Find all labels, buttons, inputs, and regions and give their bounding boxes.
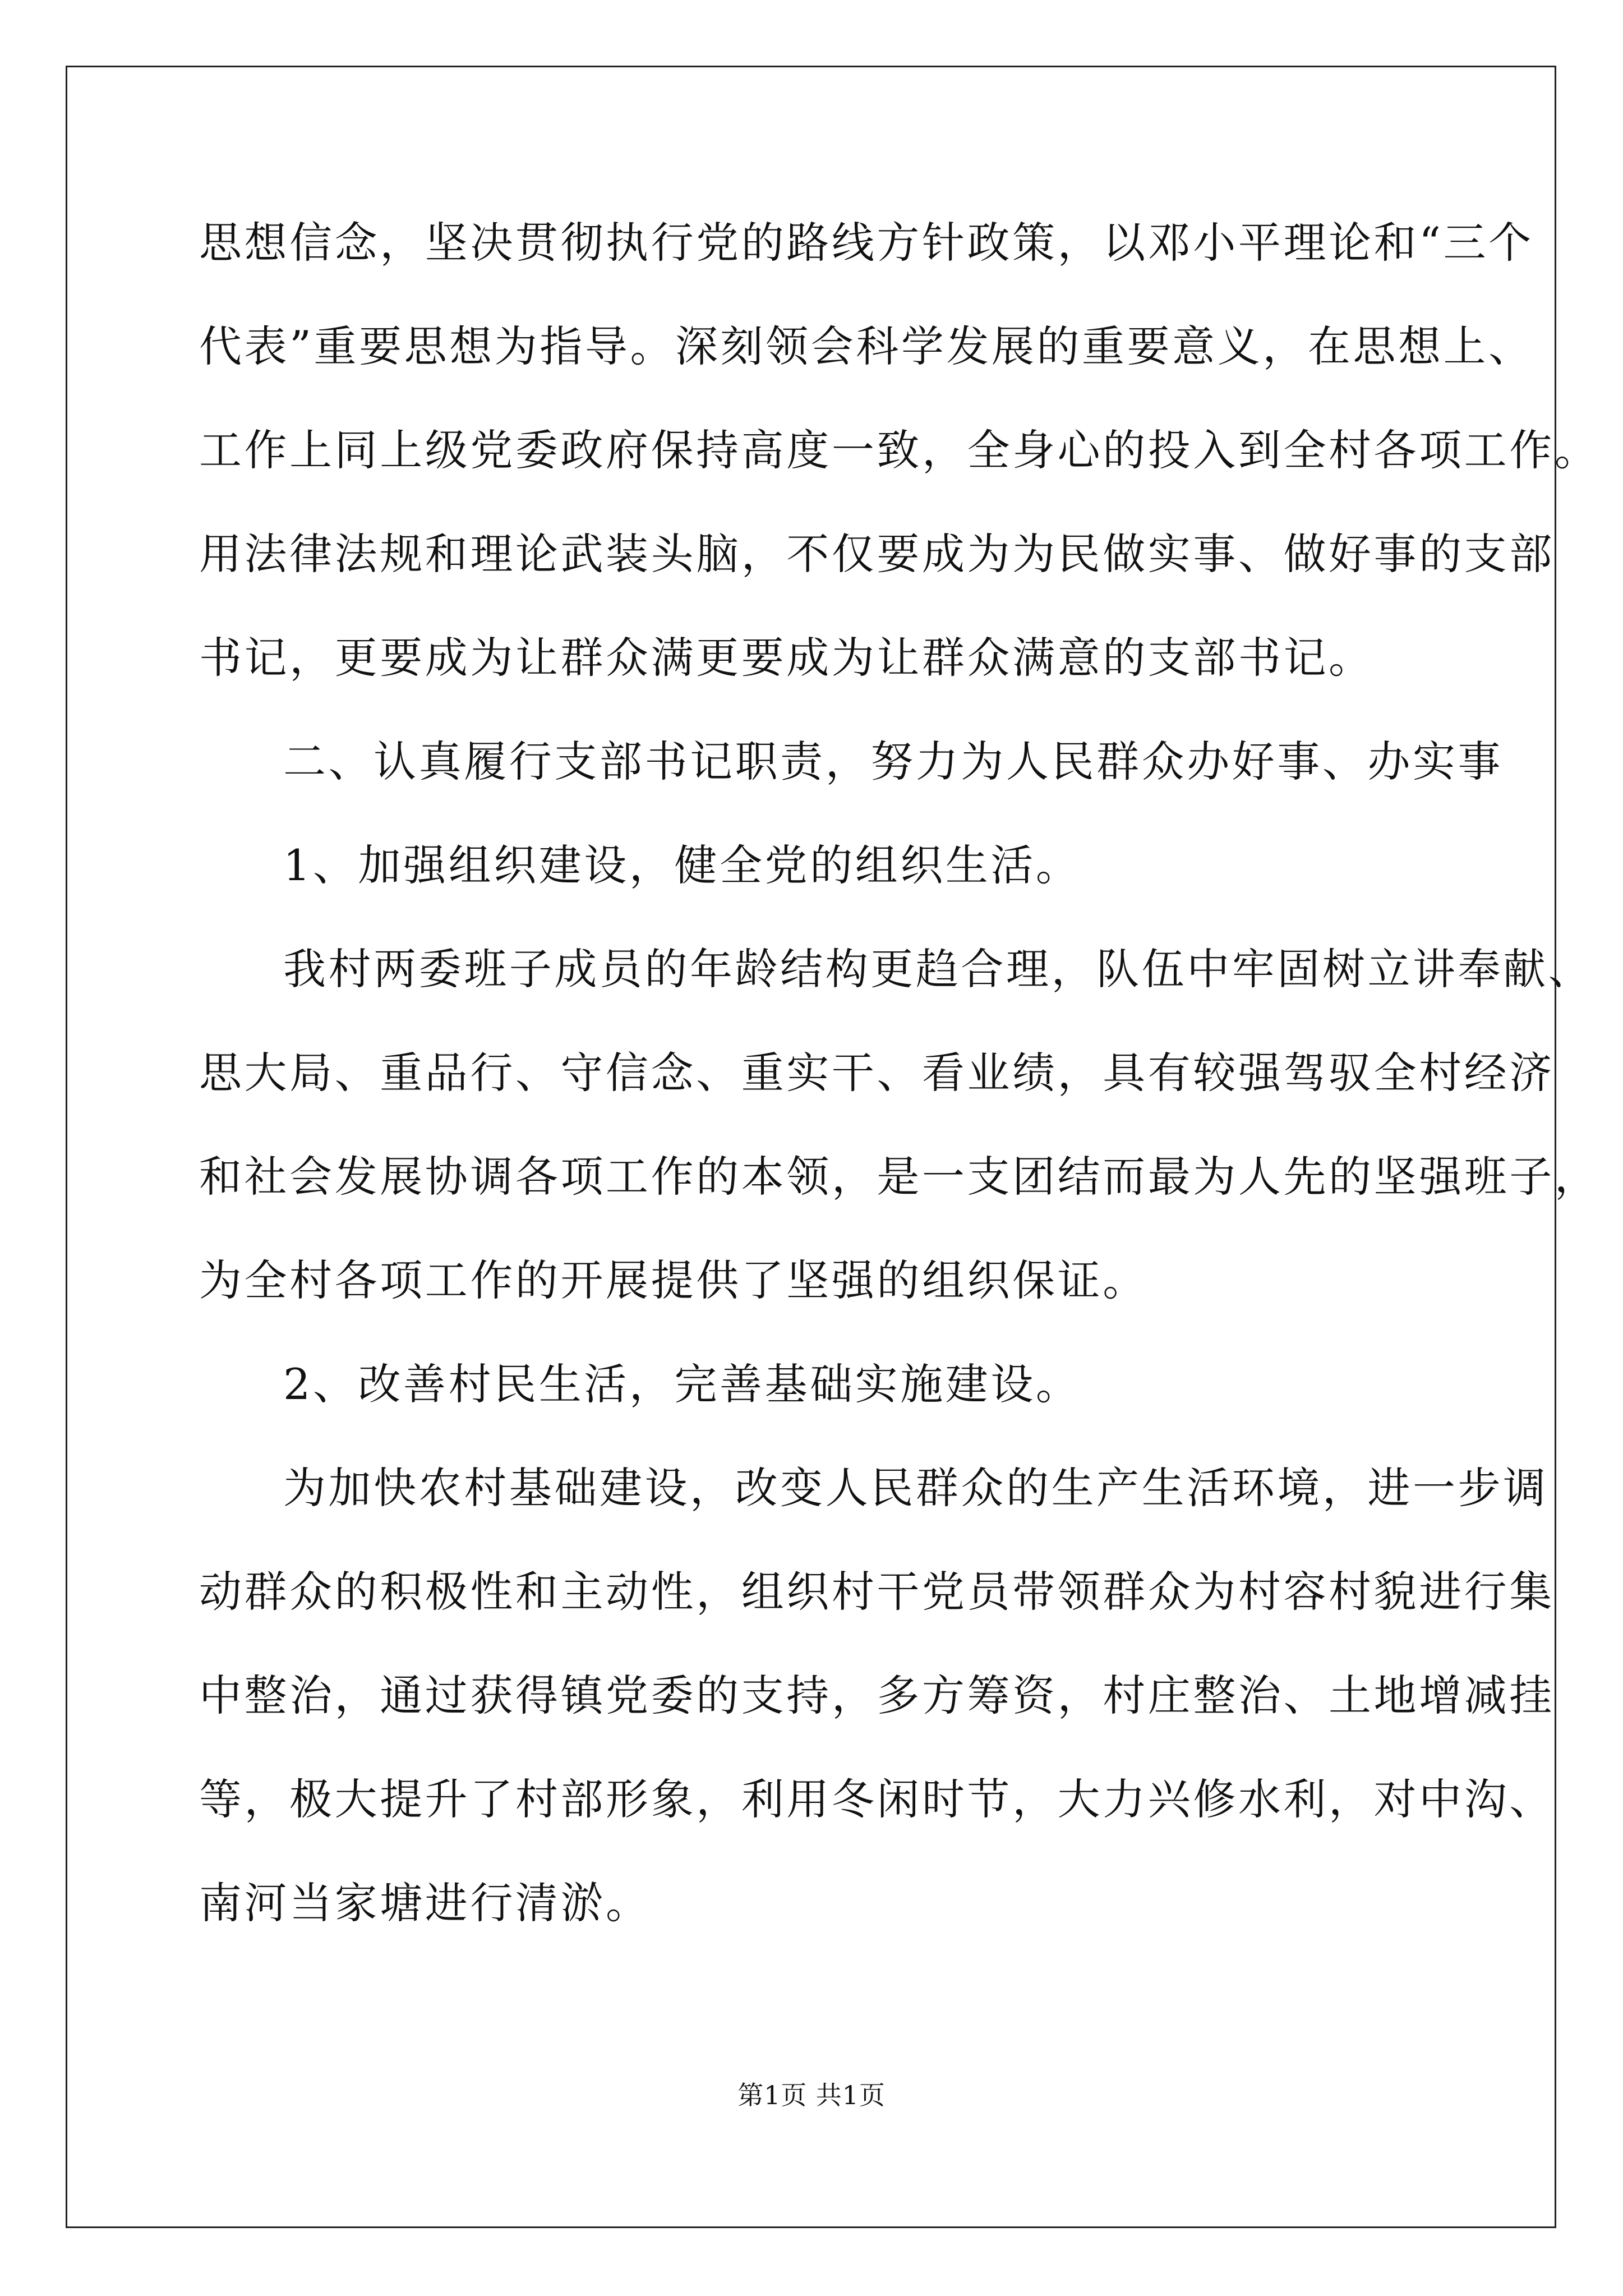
- text-line: 为加快农村基础建设，改变人民群众的生产生活环境，进一步调: [283, 1463, 1548, 1513]
- text-line: 和社会发展协调各项工作的本领，是一支团结而最为人先的坚强班子，: [199, 1152, 1600, 1202]
- text-line: 中整治，通过获得镇党委的支持，多方筹资，村庄整治、土地增减挂: [199, 1671, 1555, 1720]
- subsection-heading: 2、改善村民生活，完善基础实施建设。: [283, 1359, 1081, 1409]
- text-line: 思想信念，坚决贯彻执行党的路线方针政策，以邓小平理论和“三个: [199, 218, 1534, 268]
- text-line: 工作上同上级党委政府保持高度一致，全身心的投入到全村各项工作。: [199, 425, 1600, 475]
- text-line: 我村两委班子成员的年龄结构更趋合理，队伍中牢固树立讲奉献、: [283, 944, 1594, 994]
- text-line: 思大局、重品行、守信念、重实干、看业绩，具有较强驾驭全村经济: [199, 1048, 1555, 1098]
- subsection-heading: 1、加强组织建设，健全党的组织生活。: [283, 840, 1081, 890]
- text-line: 代表”重要思想为指导。深刻领会科学发展的重要意义，在思想上、: [199, 321, 1534, 371]
- page-number: 第1页 共1页: [737, 2080, 886, 2110]
- text-line: 动群众的积极性和主动性，组织村干党员带领群众为村容村貌进行集: [199, 1567, 1555, 1617]
- text-line: 为全村各项工作的开展提供了坚强的组织保证。: [199, 1255, 1148, 1305]
- text-line: 书记，更要成为让群众满更要成为让群众满意的支部书记。: [199, 633, 1374, 683]
- text-line: 用法律法规和理论武装头脑，不仅要成为为民做实事、做好事的支部: [199, 529, 1555, 579]
- section-heading: 二、认真履行支部书记职责，努力为人民群众办好事、办实事: [283, 737, 1504, 786]
- text-line: 等，极大提升了村部形象，利用冬闲时节，大力兴修水利，对中沟、: [199, 1774, 1555, 1824]
- text-line: 南河当家塘进行清淤。: [199, 1878, 651, 1928]
